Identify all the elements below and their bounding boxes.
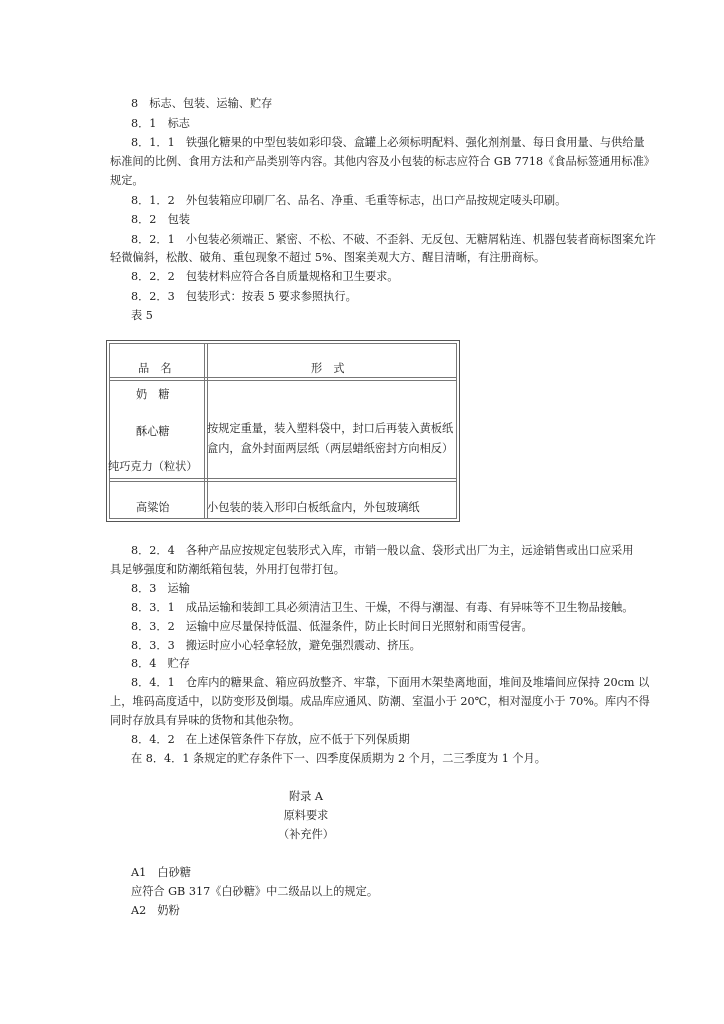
table-cell-name: 奶 糖 <box>136 388 170 401</box>
table-cell-name: 酥心糖 <box>136 425 170 438</box>
table-caption: 表 5 <box>131 309 153 322</box>
appendix-title: 附录 A <box>288 790 323 803</box>
paragraph-8-2-4-line2: 具足够强度和防潮纸箱包装，外用打包带打包。 <box>110 563 345 576</box>
table-cell-form: 按规定重量，装入塑料袋中，封口后再装入黄板纸 <box>207 422 454 435</box>
table-header-divider <box>109 377 457 378</box>
appendix-a2-heading: A2 奶粉 <box>131 904 180 917</box>
section-8-1-heading: 8．1 标志 <box>131 117 190 130</box>
paragraph-8-4-1-line1: 8．4．1 仓库内的糖果盒、箱应码放整齐、牢靠，下面用木架垫离地面，堆间及堆墙间应保持 20cm 以 <box>131 676 650 689</box>
table-row-divider-double <box>109 481 457 482</box>
section-8-2-heading: 8．2 包装 <box>131 213 190 226</box>
paragraph-8-1-1-line2: 标准间的比例、食用方法和产品类别等内容。其他内容及小包装的标志应符合 GB 7718《食品标签通用标准》 <box>110 155 655 168</box>
table-cell-name: 纯巧克力（粒状） <box>108 460 198 473</box>
paragraph-8-2-2: 8．2．2 包装材料应符合各自质量规格和卫生要求。 <box>131 270 399 283</box>
section-8-heading: 8 标志、包装、运输、贮存 <box>131 97 273 110</box>
paragraph-8-1-2: 8．1．2 外包装箱应印刷厂名、品名、净重、毛重等标志，出口产品按规定唛头印刷。 <box>131 194 567 207</box>
section-8-4-heading: 8．4 贮存 <box>131 657 190 670</box>
paragraph-8-1-1-line1: 8．1．1 铁强化糖果的中型包装如彩印袋、盒罐上必须标明配料、强化剂剂量、每日食用量、与供给量 <box>131 136 645 149</box>
section-8-3-heading: 8．3 运输 <box>131 582 190 595</box>
table-5 <box>106 340 460 522</box>
table-cell-form: 小包装的装入形印白板纸盒内，外包玻璃纸 <box>207 501 420 514</box>
paragraph-8-1-1-line3: 规定。 <box>110 174 144 187</box>
table-header-divider-double <box>109 380 457 381</box>
paragraph-8-3-1: 8．3．1 成品运输和装卸工具必须清洁卫生、干燥，不得与潮湿、有毒、有异味等不卫生物品接触。 <box>131 601 634 614</box>
paragraph-8-2-1-line1: 8．2．1 小包装必须端正、紧密、不松、不破、不歪斜、无反包、无糖屑粘连、机器包装者商标图案允许 <box>131 233 656 246</box>
table-header-form: 形 式 <box>311 362 345 375</box>
paragraph-8-4-2: 8．4．2 在上述保管条件下存放，应不低于下列保质期 <box>131 733 410 746</box>
appendix-subtitle: 原料要求 <box>283 809 329 822</box>
table-cell-form: 盒内，盒外封面两层纸（两层蜡纸密封方向相反） <box>207 442 454 455</box>
paragraph-8-3-2: 8．3．2 运输中应尽量保持低温、低湿条件，防止长时间日光照射和雨雪侵害。 <box>131 620 533 633</box>
paragraph-8-2-4-line1: 8．2．4 各种产品应按规定包装形式入库，市销一般以盒、袋形式出厂为主，远途销售或出口应采用 <box>131 544 634 557</box>
paragraph-8-4-1-line3: 同时存放具有异味的货物和其他杂物。 <box>110 714 301 727</box>
paragraph-8-4-1-line2: 上，堆码高度适中，以防变形及倒塌。成品库应通风、防潮、室温小于 20℃，相对湿度小于 70%。库内不得 <box>110 695 650 708</box>
appendix-a1-heading: A1 白砂糖 <box>131 866 191 879</box>
appendix-note: （补充件） <box>278 828 334 841</box>
table-header-name: 品 名 <box>138 362 172 375</box>
paragraph-8-4-2-text: 在 8．4．1 条规定的贮存条件下一、四季度保质期为 2 个月，二三季度为 1 个月。 <box>131 752 546 765</box>
table-column-divider <box>204 343 205 519</box>
table-row-divider <box>109 478 457 479</box>
appendix-a1-text: 应符合 GB 317《白砂糖》中二级品以上的规定。 <box>131 885 379 898</box>
paragraph-8-2-3: 8．2．3 包装形式：按表 5 要求参照执行。 <box>131 290 357 303</box>
paragraph-8-3-3: 8．3．3 搬运时应小心轻拿轻放，避免强烈震动、挤压。 <box>131 639 421 652</box>
paragraph-8-2-1-line2: 轻微偏斜，松散、破角、重包现象不超过 5%、图案美观大方、醒目清晰，有注册商标。 <box>110 251 546 264</box>
table-cell-name: 高粱饴 <box>136 501 170 514</box>
